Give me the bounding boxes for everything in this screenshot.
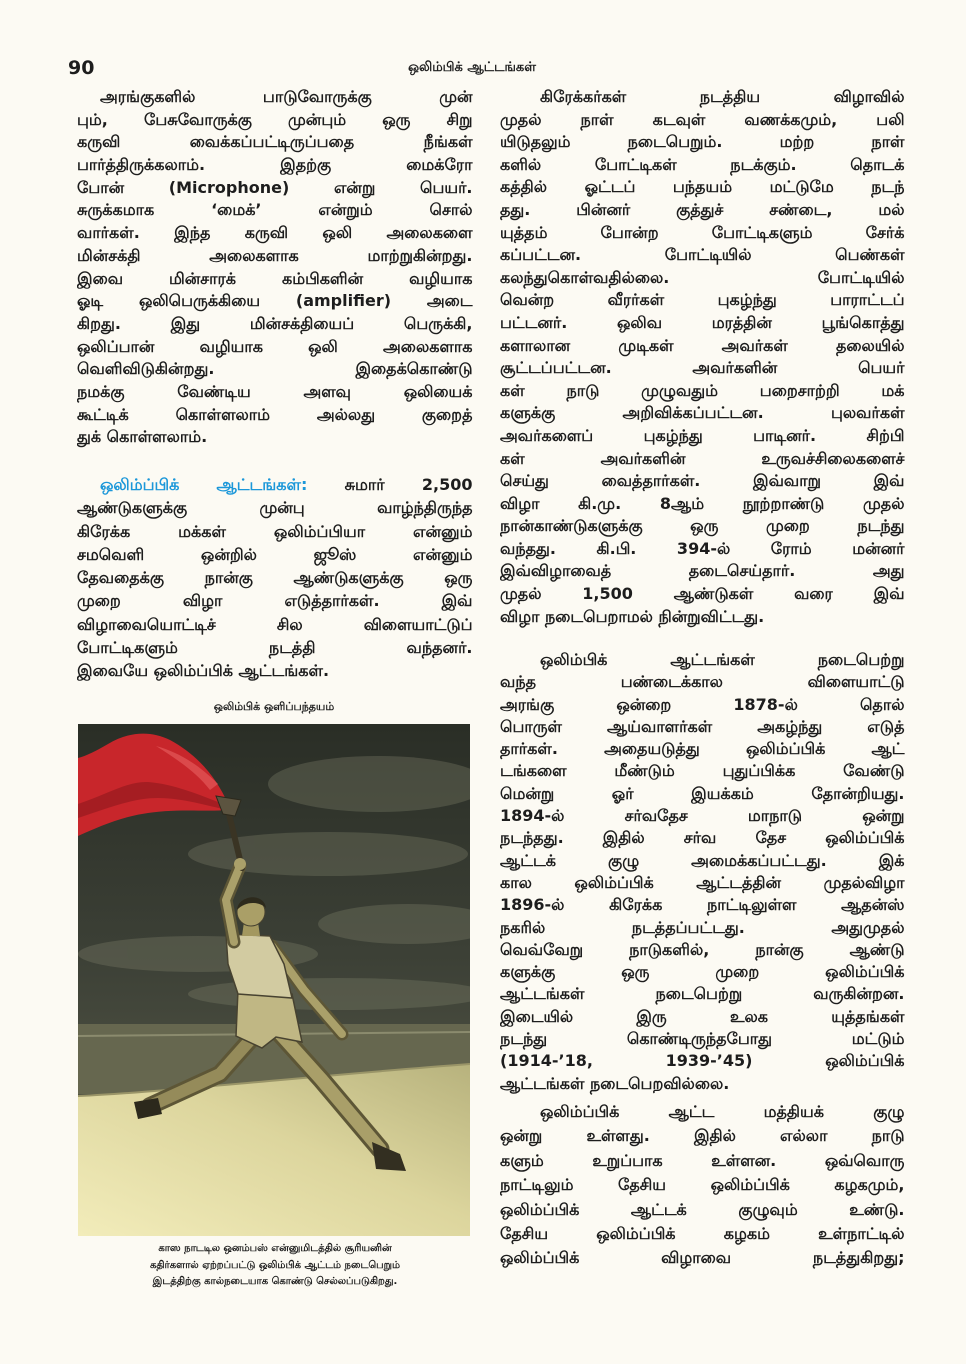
text-line <box>77 358 474 381</box>
figure-caption <box>72 1241 478 1291</box>
heading-line-rest: சுமார் 2,500 <box>344 475 473 494</box>
paragraph <box>500 649 906 1095</box>
text-line-content: கால ஒலிம்ப்பிக் ஆட்டத்தின் முதல்விழா <box>500 872 905 892</box>
text-line <box>500 649 906 671</box>
text-line <box>77 131 474 154</box>
text-line-content: பும், பேசுவோருக்கு முன்பும் ஒரு சிறு <box>77 109 473 129</box>
text-line-content: கள் அவர்களின் உருவச்சிலைகளைச் <box>500 448 905 468</box>
text-line <box>77 268 474 291</box>
text-line <box>77 520 474 543</box>
text-line-content: பட்டனர். ஒலிவ மரத்தின் பூங்கொத்து <box>500 312 905 332</box>
text-line-content: துக் கொள்ளலாம். <box>77 427 208 447</box>
text-line-content: வந்தது. கி.பி. 394-ல் ரோம் மன்னர் <box>500 538 905 558</box>
text-line <box>500 222 906 245</box>
text-line <box>500 289 906 312</box>
text-line-content: ஒலிம்ப்பிக் ஆட்டக் குழுவும் உண்டு. <box>500 1199 905 1219</box>
text-line <box>500 244 906 267</box>
text-line-content: யுத்தம் போன்ற போட்டிகளும் சேர்க் <box>500 222 905 242</box>
text-line-content: நகரில் நடத்தப்பட்டது. அதுமுதல் <box>500 917 905 937</box>
text-line-content: தேவதைக்கு நான்கு ஆண்டுகளுக்கு ஒரு <box>77 568 473 588</box>
text-line-content: கள் நாடு முழுவதும் பறைசாற்றி மக் <box>500 380 905 400</box>
text-line <box>500 131 906 154</box>
text-line-content: களில் போட்டிகள் நடக்கும். தொடக் <box>500 154 905 174</box>
text-line <box>500 1222 906 1246</box>
text-line-content: நடந்தது. இதில் சர்வ தேச ஒலிம்ப்பிக் <box>500 828 905 848</box>
paragraph <box>500 86 906 628</box>
text-line <box>500 983 906 1005</box>
figure <box>78 724 470 1236</box>
text-line-content: கருவி வைக்கப்பட்டிருப்பதை நீங்கள் <box>77 132 473 152</box>
text-line-content: பொருள் ஆய்வாளர்கள் அகழ்ந்து எடுத் <box>500 716 905 736</box>
text-line <box>500 312 906 335</box>
text-line-content: முதல் நாள் கடவுள் வணக்கமும், பலி <box>500 109 905 129</box>
text-line-content: நாட்டிலும் தேசிய ஒலிம்ப்பிக் கழகமும், <box>500 1175 905 1195</box>
text-line-content: தது. பின்னர் குத்துச் சண்டை, மல் <box>500 199 905 219</box>
text-line <box>77 636 474 659</box>
text-line-content: முறை விழா எடுத்தார்கள். இவ் <box>77 591 473 611</box>
text-line-content: நான்காண்டுகளுக்கு ஒரு முறை நடந்து <box>500 516 905 536</box>
text-line <box>500 694 906 716</box>
text-line <box>500 357 906 380</box>
text-line <box>500 380 906 403</box>
text-line <box>77 177 474 200</box>
text-line <box>500 176 906 199</box>
text-line-content: 1896-ல் கிரேக்க நாட்டிலுள்ள ஆதன்ஸ் <box>500 895 905 915</box>
text-line-content: வெளிவிடுகின்றது. இதைக்கொண்டு <box>77 359 473 379</box>
text-line <box>500 1198 906 1222</box>
text-line <box>77 222 474 245</box>
text-line-content: போட்டிகளும் நடத்தி வந்தனர். <box>77 638 473 658</box>
text-line-content: ஒலிப்பான் வழியாக ஒலி அலைகளாக <box>77 336 473 356</box>
text-line <box>500 1028 906 1050</box>
text-line-content: ஆட்டங்கள் நடைபெறவில்லை. <box>500 1073 730 1093</box>
text-line-content: ஒலிம்ப்பிக் ஆட்ட மத்தியக் குழு <box>540 1102 905 1121</box>
text-line <box>77 313 474 336</box>
text-line <box>500 538 906 561</box>
text-line-content: கிரேக்க மக்கள் ஒலிம்ப்பியா என்னும் <box>77 521 473 541</box>
text-line-content: (1914-’18, 1939-’45) ஒலிம்ப்பிக் <box>500 1051 905 1071</box>
text-line-content: செய்து வைத்தார்கள். இவ்வாறு இவ் <box>500 471 905 491</box>
running-title: ஒலிம்பிக் ஆட்டங்கள் <box>408 60 536 75</box>
text-line <box>500 1149 906 1173</box>
text-line <box>500 267 906 290</box>
text-line-content: வார்கள். இந்த கருவி ஒலி அலைகளை <box>77 223 473 243</box>
text-line <box>77 290 474 313</box>
text-line-content: வெவ்வேறு நாடுகளில், நான்கு ஆண்டு <box>500 939 905 959</box>
page-number: 90 <box>68 57 95 79</box>
text-line-content: கிறது. இது மின்சக்தியைப் பெருக்கி, <box>77 313 473 333</box>
text-line-content: கலந்துகொள்வதில்லை. போட்டியில் <box>500 267 905 287</box>
text-line <box>500 560 906 583</box>
text-line <box>500 448 906 471</box>
text-line <box>77 543 474 566</box>
text-line <box>500 827 906 849</box>
text-line-content: நடந்து கொண்டிருந்தபோது மட்டும் <box>500 1029 905 1049</box>
text-line-content: ஆண்டுகளுக்கு முன்பு வாழ்ந்திருந்த <box>77 498 473 518</box>
text-line-content: கூட்டிக் கொள்ளலாம் அல்லது குறைத் <box>77 404 473 424</box>
text-line <box>500 961 906 983</box>
text-line-content: சுருக்கமாக ‘மைக்’ என்றும் சொல் <box>77 200 473 220</box>
text-line-content: டங்களை மீண்டும் புதுப்பிக்க வேண்டு <box>500 761 905 781</box>
text-line-content: ஓடி ஒலிபெருக்கியை (amplifier) அடை <box>77 291 473 311</box>
text-line <box>77 473 474 496</box>
torch-hand <box>234 858 246 870</box>
text-line-content: கிரேக்கர்கள் நடத்திய விழாவில் <box>540 87 905 106</box>
text-line <box>500 917 906 939</box>
text-line <box>500 1006 906 1028</box>
text-line-content: வென்ற வீரர்கள் புகழ்ந்து பாராட்டப் <box>500 290 905 310</box>
text-line <box>500 1173 906 1197</box>
text-line-content: மின்சக்தி அலைகளாக மாற்றுகின்றது. <box>77 245 473 265</box>
text-line-content: ஒன்று உள்ளது. இதில் எல்லா நாடு <box>500 1126 905 1146</box>
text-line-content: முதல் 1,500 ஆண்டுகள் வரை இவ் <box>500 584 905 604</box>
text-line <box>500 1073 906 1095</box>
text-line <box>77 496 474 519</box>
paragraph <box>500 1100 906 1271</box>
text-line <box>77 109 474 132</box>
text-line-content: ஆட்டக் குழு அமைக்கப்பட்டது. இக் <box>500 850 905 870</box>
caption-line: கதிர்களால் ஏற்றப்பட்டு ஒலிம்பிக் ஆட்டம் நடைபெறும் <box>149 1259 401 1271</box>
text-line <box>500 109 906 132</box>
text-line <box>77 336 474 359</box>
text-line-content: தார்கள். அதையடுத்து ஒலிம்ப்பிக் ஆட் <box>500 739 905 759</box>
text-line <box>500 425 906 448</box>
text-line-content: விழா கி.மு. 8ஆம் நூற்றாண்டு முதல் <box>500 493 905 513</box>
text-line-content <box>100 475 473 494</box>
figure-title: ஒலிம்பிக் ஒளிப்பந்தயம் <box>213 700 335 713</box>
text-line <box>500 760 906 782</box>
text-line-content: கப்பட்டன. போட்டியில் பெண்கள் <box>500 245 905 265</box>
text-line <box>500 583 906 606</box>
text-line <box>500 1100 906 1124</box>
text-line-content: களும் உறுப்பாக உள்ளன. ஒவ்வொரு <box>500 1150 905 1170</box>
torch-runner-illustration <box>78 724 470 1236</box>
text-line-content: மென்று ஓர் இயக்கம் தோன்றியது. <box>500 783 905 803</box>
text-line-content: சமவெளி ஒன்றில் ஜூஸ் என்னும் <box>77 544 473 564</box>
text-line <box>77 589 474 612</box>
text-line <box>500 1124 906 1148</box>
text-line-content: தேசிய ஒலிம்ப்பிக் கழகம் உள்நாட்டில் <box>500 1223 905 1243</box>
text-line-content: களுக்கு ஒரு முறை ஒலிம்ப்பிக் <box>500 962 905 982</box>
text-line <box>500 1246 906 1270</box>
text-line <box>500 894 906 916</box>
section-heading: ஒலிம்ப்பிக் ஆட்டங்கள்: <box>100 475 308 494</box>
text-line <box>77 154 474 177</box>
text-line-content: அரங்குகளில் பாடுவோருக்கு முன் <box>100 87 473 106</box>
text-line-content: அவர்களைப் புகழ்ந்து பாடினர். சிற்பி <box>500 425 905 445</box>
text-line-content: அரங்கு ஒன்றை 1878-ல் தொல் <box>500 694 905 714</box>
text-line <box>500 86 906 109</box>
text-line <box>77 613 474 636</box>
caption-line: இடத்திற்கு கால்நடையாக கொண்டு செல்லப்படுகிறது. <box>152 1276 398 1287</box>
text-line-content: களுக்கு அறிவிக்கப்பட்டன. புலவர்கள் <box>500 403 905 423</box>
text-line <box>500 805 906 827</box>
text-line <box>500 470 906 493</box>
text-line <box>500 493 906 516</box>
text-line <box>500 199 906 222</box>
text-line-content: இவ்விழாவைத் தடைசெய்தார். அது <box>500 561 905 581</box>
text-line-content: இவை மின்சாரக் கம்பிகளின் வழியாக <box>77 268 473 288</box>
text-line <box>77 381 474 404</box>
text-line <box>77 426 474 449</box>
text-line <box>500 1050 906 1072</box>
text-line-content: வந்த பண்டைக்கால விளையாட்டு <box>500 672 905 692</box>
caption-line: காஸ நாடடில ஒனம்பஸ் என்னுமிடத்தில் சூரியனின் <box>158 1243 392 1254</box>
text-line <box>77 659 474 682</box>
text-line-content: 1894-ல் சர்வதேச மாநாடு ஒன்று <box>500 806 905 826</box>
text-line <box>500 939 906 961</box>
text-line-content: இவையே ஒலிம்ப்பிக் ஆட்டங்கள். <box>77 661 330 681</box>
text-line <box>500 154 906 177</box>
text-line <box>500 335 906 358</box>
text-line-content: போன் (Microphone) என்று பெயர். <box>77 177 473 197</box>
text-line-content: சூட்டப்பட்டன. அவர்களின் பெயர் <box>500 358 905 378</box>
text-line-content: விழா நடைபெறாமல் நின்றுவிட்டது. <box>500 606 765 626</box>
text-line <box>500 515 906 538</box>
text-line <box>77 404 474 427</box>
text-line-content: கத்தில் ஓட்டப் பந்தயம் மட்டுமே நடந் <box>500 177 905 197</box>
text-line <box>500 716 906 738</box>
text-line <box>500 872 906 894</box>
text-line <box>500 783 906 805</box>
text-line <box>500 402 906 425</box>
text-line <box>77 199 474 222</box>
text-line-content: ஒலிம்ப்பிக் விழாவை நடத்துகிறது; <box>500 1248 905 1268</box>
text-line-content: களாலான முடிகள் அவர்கள் தலையில் <box>500 335 905 355</box>
text-line-content: பார்த்திருக்கலாம். இதற்கு மைக்ரோ <box>77 155 473 175</box>
paragraph <box>77 473 474 683</box>
paragraph <box>77 86 474 449</box>
text-line-content: விழாவையொட்டிச் சில விளையாட்டுப் <box>77 614 473 634</box>
text-line-content: இடையில் இரு உலக யுத்தங்கள் <box>500 1006 905 1026</box>
text-line <box>77 566 474 589</box>
text-line-content: நமக்கு வேண்டிய அளவு ஒலியைக் <box>77 381 473 401</box>
text-line <box>500 671 906 693</box>
text-line <box>77 245 474 268</box>
text-line <box>500 606 906 629</box>
text-line <box>77 86 474 109</box>
text-line-content: ஒலிம்பிக் ஆட்டங்கள் நடைபெற்று <box>540 650 905 669</box>
text-line <box>500 850 906 872</box>
text-line <box>500 738 906 760</box>
text-line-content: யிடுதலும் நடைபெறும். மற்ற நாள் <box>500 132 905 152</box>
text-line-content: ஆட்டங்கள் நடைபெற்று வருகின்றன. <box>500 984 905 1004</box>
